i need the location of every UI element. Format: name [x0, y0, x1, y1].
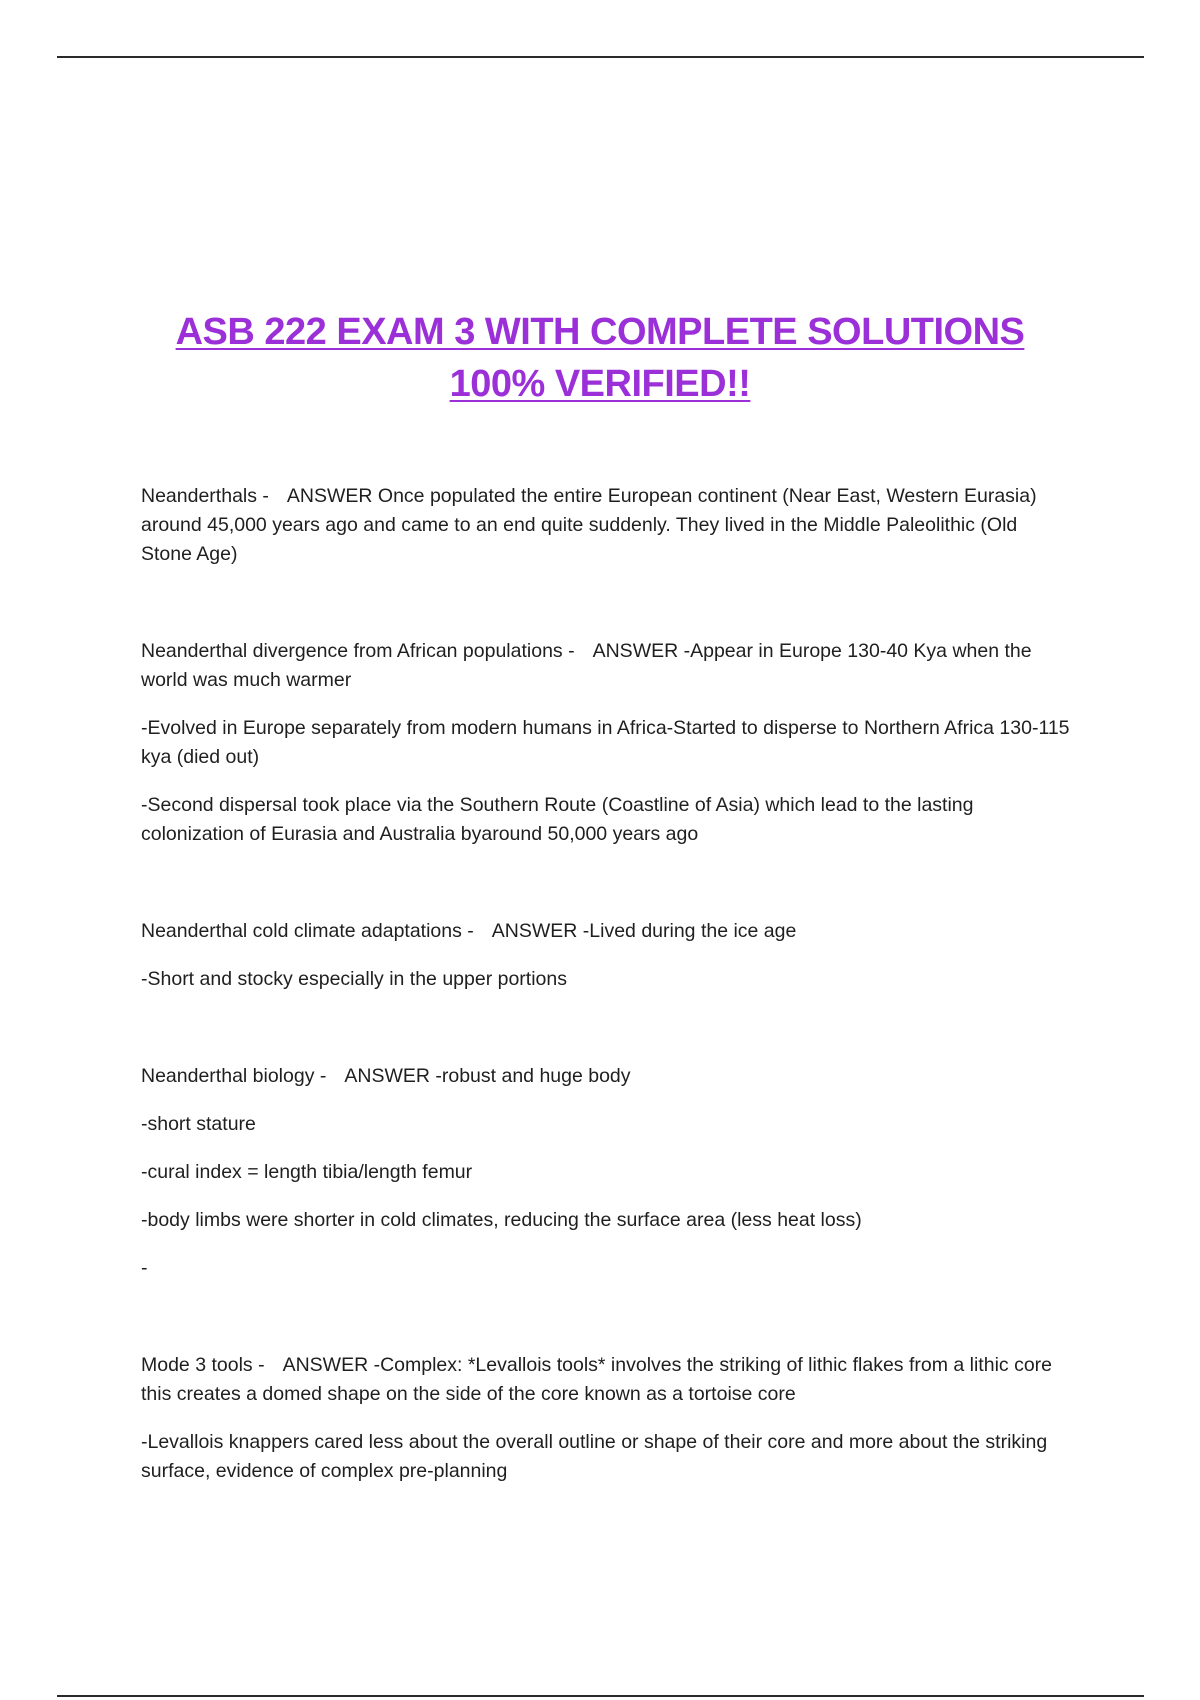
qa-entry-mode-3-tools — [141, 1351, 1071, 1486]
title-line-1: ASB 222 EXAM 3 WITH COMPLETE SOLUTIONS — [175, 311, 1025, 353]
qa-question — [141, 637, 1071, 695]
qa-entry-neanderthals — [141, 482, 1071, 569]
title-line-2: 100% VERIFIED!! — [449, 363, 751, 405]
qa-answer: ANSWER -robust and huge body — [344, 1065, 631, 1087]
qa-answer: ANSWER -Lived during the ice age — [491, 920, 797, 942]
qa-term: Neanderthals - — [141, 485, 269, 507]
qa-answer-line: -short stature — [141, 1113, 256, 1135]
qa-answer: ANSWER -Complex: *Levallois tools* involves the striking of lithic flakes from a lithic core this creates a domed shape on the side of the core known as a tortoise core — [141, 1354, 1053, 1405]
qa-list — [141, 482, 1071, 1486]
bottom-rule — [57, 1695, 1144, 1697]
qa-answer-line: -Second dispersal took place via the Southern Route (Coastline of Asia) which lead to the lasting colonization of Eurasia and Australia byaround 50,000 years ago — [141, 794, 974, 845]
qa-question — [141, 1351, 1071, 1409]
qa-answer-line: -Short and stocky especially in the upper portions — [141, 968, 567, 990]
qa-term: Mode 3 tools - — [141, 1354, 265, 1376]
qa-term: Neanderthal divergence from African populations - — [141, 640, 575, 662]
qa-term: Neanderthal cold climate adaptations - — [141, 920, 474, 942]
qa-answer-line: - — [141, 1257, 148, 1279]
qa-entry-neanderthal-biology — [141, 1062, 1071, 1283]
qa-answer-line: -cural index = length tibia/length femur — [141, 1161, 473, 1183]
qa-term: Neanderthal biology - — [141, 1065, 327, 1087]
document-title — [0, 306, 1200, 410]
qa-entry-neanderthal-divergence — [141, 637, 1071, 849]
qa-answer: ANSWER -Appear in Europe 130-40 Kya when the world was much warmer — [141, 640, 1032, 691]
qa-entry-cold-climate-adaptations — [141, 917, 1071, 994]
qa-answer-line: -Levallois knappers cared less about the overall outline or shape of their core and more about the striking surface, evidence of complex pre-planning — [141, 1431, 1048, 1482]
qa-question — [141, 1062, 1071, 1091]
qa-answer: ANSWER Once populated the entire European continent (Near East, Western Eurasia) around 45,000 years ago and came to an end quite suddenly. They lived in the Middle Paleolithic (Old Stone Age) — [141, 485, 1037, 565]
qa-question — [141, 917, 1071, 946]
qa-answer-line: -body limbs were shorter in cold climates, reducing the surface area (less heat loss) — [141, 1209, 862, 1231]
qa-answer-line: -Evolved in Europe separately from modern humans in Africa-Started to disperse to Northern Africa 130-115 kya (died out) — [141, 717, 1070, 768]
top-rule — [57, 56, 1144, 58]
qa-question — [141, 482, 1071, 569]
